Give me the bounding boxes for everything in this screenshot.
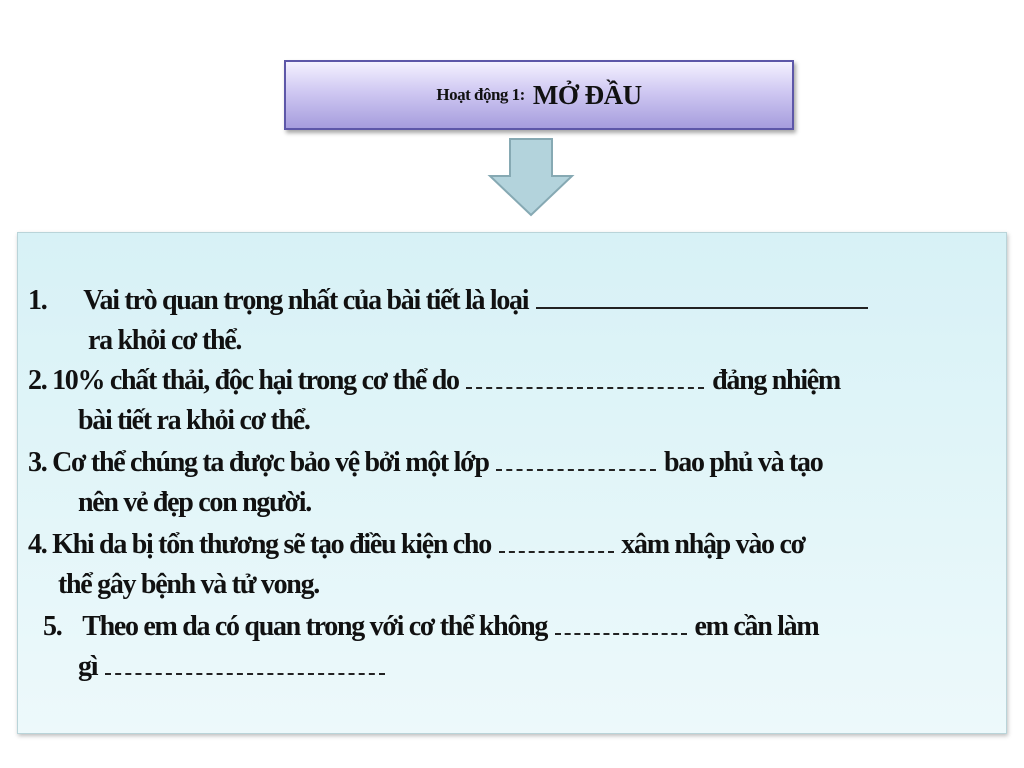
question-3-number: 3. — [28, 447, 47, 478]
question-4-line-1 — [28, 525, 805, 565]
activity-label: Hoạt động 1: — [436, 85, 525, 104]
activity-title-box — [284, 60, 794, 130]
question-5-number: 5. — [43, 611, 62, 642]
question-2-text-after: đảng nhiệm — [712, 365, 840, 396]
question-1-text: Vai trò quan trọng nhất của bài tiết là loại — [83, 285, 529, 316]
question-3-continuation: nên vẻ đẹp con người. — [78, 487, 311, 518]
question-3-line-1 — [28, 443, 822, 483]
question-3-text-after: bao phủ và tạo — [664, 447, 823, 478]
activity-title: MỞ ĐẦU — [532, 79, 642, 110]
down-arrow-icon — [486, 138, 576, 218]
question-3-blank[interactable] — [496, 443, 656, 471]
question-2-continuation: bài tiết ra khỏi cơ thể. — [78, 405, 310, 436]
question-4-number: 4. — [28, 529, 47, 560]
question-4-line-2 — [58, 565, 319, 605]
question-1-number: 1. — [28, 285, 47, 316]
question-5-continuation: gì — [78, 651, 98, 682]
question-5-line-2 — [78, 647, 387, 687]
question-1-blank[interactable] — [536, 281, 868, 309]
question-5-text-after: em cần làm — [694, 611, 819, 642]
question-2-line-2 — [78, 401, 310, 441]
question-1-line-2 — [88, 321, 241, 361]
question-2-blank[interactable] — [466, 361, 704, 389]
question-5-blank-2[interactable] — [105, 647, 385, 675]
question-3-line-2 — [78, 483, 311, 523]
question-5-text: Theo em da có quan trong với cơ thể không — [82, 611, 548, 642]
question-2-text: 10% chất thải, độc hại trong cơ thể do — [52, 365, 459, 396]
question-5-line-1 — [43, 607, 818, 647]
question-4-blank[interactable] — [499, 525, 614, 553]
question-2-line-1 — [28, 361, 840, 401]
question-2-number: 2. — [28, 365, 47, 396]
question-4-continuation: thể gây bệnh và tử vong. — [58, 569, 319, 600]
questions-panel — [17, 232, 1007, 734]
question-list — [18, 233, 1008, 735]
question-4-text: Khi da bị tổn thương sẽ tạo điều kiện cho — [52, 529, 491, 560]
question-3-text: Cơ thể chúng ta được bảo vệ bởi một lớp — [52, 447, 489, 478]
question-1-continuation: ra khỏi cơ thể. — [88, 325, 242, 356]
question-1-line-1 — [28, 281, 870, 321]
question-4-text-after: xâm nhập vào cơ — [621, 529, 805, 560]
question-5-blank[interactable] — [555, 607, 687, 635]
